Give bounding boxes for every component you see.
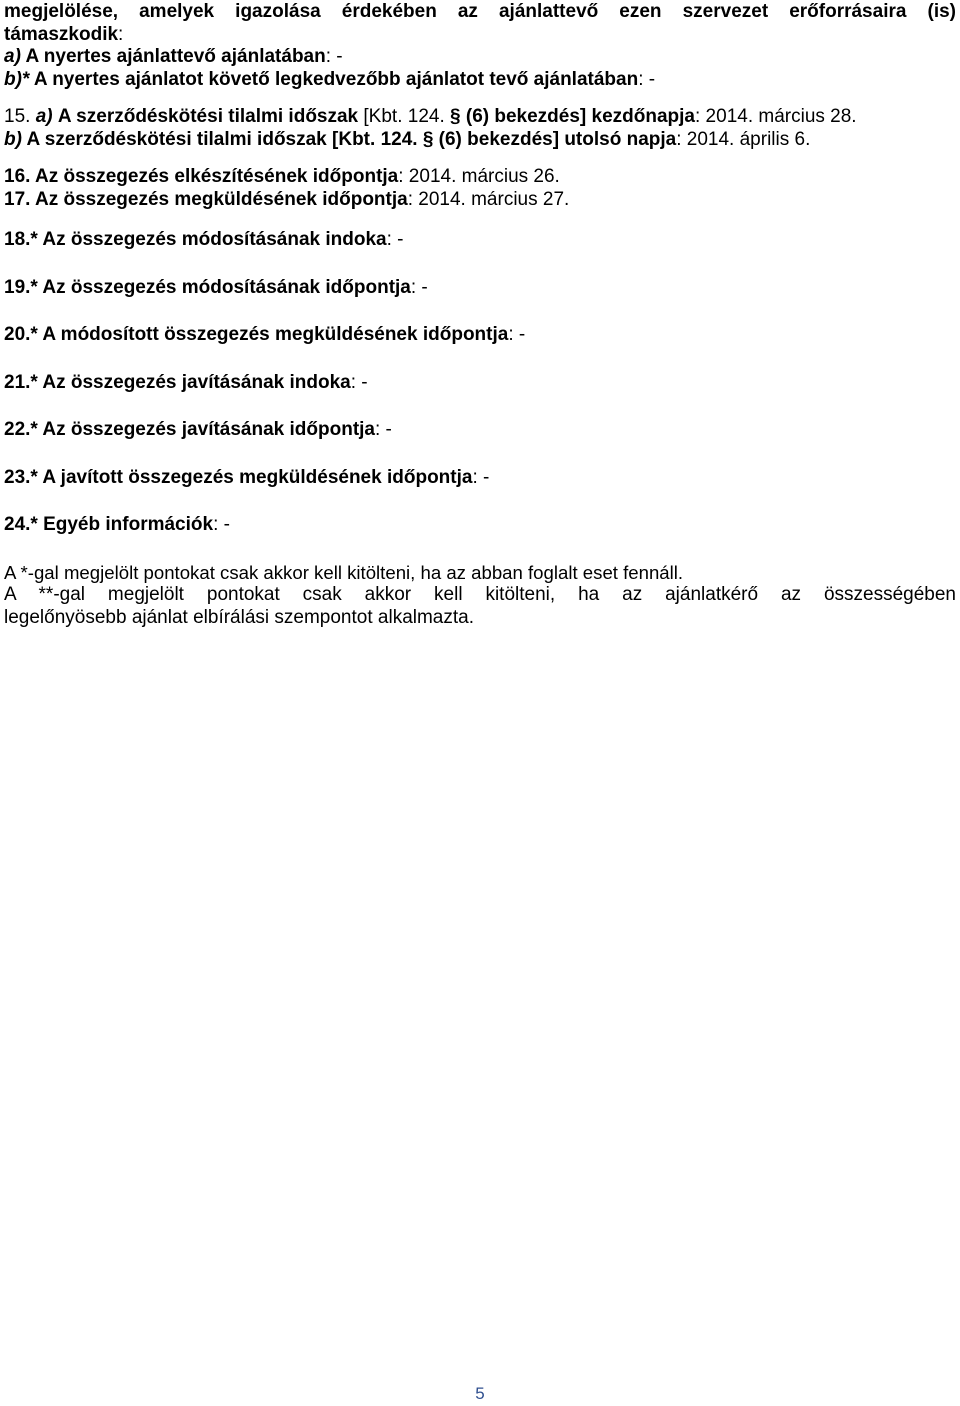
item-22-label: Az összegezés javításának időpontja xyxy=(37,419,375,440)
item-17-number: 17. xyxy=(4,188,31,210)
item-16-number: 16. xyxy=(4,166,31,187)
item-23-value: : - xyxy=(472,466,490,488)
item-23 xyxy=(4,467,956,490)
item-18-number: 18.* xyxy=(4,229,38,250)
item-23-label: A javított összegezés megküldésének időpontja xyxy=(37,466,473,488)
item-17-value: : 2014. március 27. xyxy=(407,188,570,210)
item-17-label: Az összegezés megküldésének időpontja xyxy=(30,188,408,210)
item-22 xyxy=(4,419,956,442)
note-single-asterisk-text: A *-gal megjelölt pontokat csak akkor kell kitölteni, ha az abban foglalt eset fennáll. xyxy=(4,561,684,583)
item-18-value: : - xyxy=(386,229,404,250)
item-20-number: 20.* xyxy=(4,324,38,345)
intro-item-b-prefix: b)* xyxy=(4,68,30,90)
intro-item-b-value: : - xyxy=(638,68,656,90)
item-19-value: : - xyxy=(410,276,428,298)
intro-line-1-text: megjelölése, amelyek igazolása érdekében az ajánlattevő ezen szervezet erőforrásaira (is) xyxy=(4,1,956,22)
item-15-b-prefix: b) xyxy=(4,128,22,150)
document-body xyxy=(4,0,956,629)
intro-item-a-prefix: a) xyxy=(4,46,21,67)
item-24 xyxy=(4,514,956,537)
item-20 xyxy=(4,324,956,347)
item-24-label: Egyéb információk xyxy=(37,514,214,535)
item-22-value: : - xyxy=(375,419,392,440)
item-15-a-value: : 2014. március 28. xyxy=(695,106,857,127)
item-15-a-label: A szerződéskötési tilalmi időszak xyxy=(57,106,359,127)
note-double-asterisk-line-1-text: A **-gal megjelölt pontokat csak akkor kell kitölteni, ha az ajánlatkérő az összességében xyxy=(4,584,956,605)
item-19-number: 19.* xyxy=(4,276,38,298)
item-15-a xyxy=(4,106,956,129)
intro-line-2-rest: : xyxy=(118,23,124,45)
item-19-label: Az összegezés módosításának időpontja xyxy=(37,276,411,298)
note-double-asterisk-line-2-text: legelőnyösebb ajánlat elbírálási szempontot alkalmazta. xyxy=(4,606,474,628)
intro-line-1 xyxy=(4,1,956,24)
item-16-value: : 2014. március 26. xyxy=(398,166,560,187)
item-19 xyxy=(4,277,956,300)
intro-item-a-value: : - xyxy=(325,46,343,67)
intro-item-b-label: A nyertes ajánlatot követő legkedvezőbb ajánlatot tevő ajánlatában xyxy=(29,68,639,90)
intro-line-2 xyxy=(4,24,956,47)
item-15-b-value: : 2014. április 6. xyxy=(676,128,811,150)
item-16-label: Az összegezés elkészítésének időpontja xyxy=(30,166,399,187)
item-20-value: : - xyxy=(508,324,526,345)
item-16 xyxy=(4,166,956,189)
item-24-value: : - xyxy=(213,514,230,535)
item-15-number: 15. xyxy=(4,106,31,127)
item-18-label: Az összegezés módosításának indoka xyxy=(37,229,387,250)
item-15-b-label: A szerződéskötési tilalmi időszak [Kbt. 124. § (6) bekezdés] utolsó napja xyxy=(21,128,677,150)
item-15-a-prefix: a) xyxy=(35,106,53,127)
item-21-value: : - xyxy=(350,371,368,393)
note-double-asterisk-line-2 xyxy=(4,607,956,630)
item-15-a-section: § (6) bekezdés] kezdőnapja xyxy=(444,106,695,127)
item-21-number: 21.* xyxy=(4,371,38,393)
note-single-asterisk xyxy=(4,562,956,585)
intro-line-2-label: támaszkodik xyxy=(4,23,119,45)
intro-item-a xyxy=(4,46,956,69)
item-21-label: Az összegezés javításának indoka xyxy=(37,371,351,393)
item-24-number: 24.* xyxy=(4,514,38,535)
item-18 xyxy=(4,229,956,252)
item-20-label: A módosított összegezés megküldésének időpontja xyxy=(37,324,509,345)
page-number: 5 xyxy=(475,1384,485,1403)
item-15-a-ref: [Kbt. 124. xyxy=(358,106,445,127)
item-23-number: 23.* xyxy=(4,466,38,488)
item-15-b xyxy=(4,129,956,152)
note-double-asterisk-line-1 xyxy=(4,584,956,607)
intro-item-b xyxy=(4,69,956,92)
intro-item-a-label: A nyertes ajánlattevő ajánlatában xyxy=(20,46,326,67)
item-21 xyxy=(4,372,956,395)
item-17 xyxy=(4,189,956,212)
item-22-number: 22.* xyxy=(4,419,38,440)
